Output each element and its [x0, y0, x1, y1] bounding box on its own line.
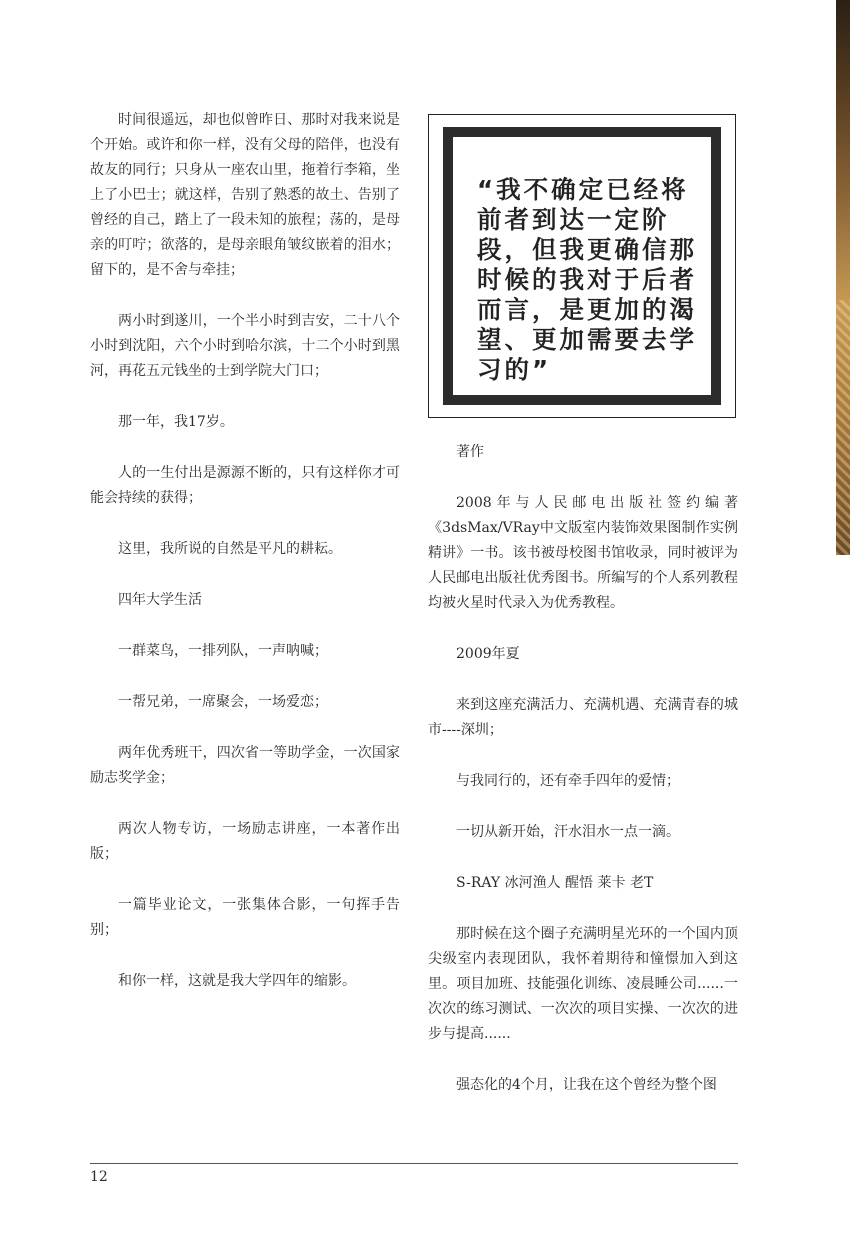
paragraph-rookies: 一群菜鸟，一排列队，一声呐喊；	[118, 643, 328, 659]
paragraph-graduation: 一篇毕业论文，一张集体合影，一句挥手告别；	[90, 897, 400, 938]
heading-university-life: 四年大学生活	[118, 592, 202, 608]
right-column	[428, 440, 738, 1098]
paragraph-departure: 时间很遥远，却也似曾昨日、那时对我来说是个开始。或许和你一样，没有父母的陪伴，也没有故友的同行；只身从一座农山里，拖着行李箱，坐上了小巴士；就这样，告别了熟悉的故土、告别了曾经的自己，踏上了一段未知的旅程；荡的，是母亲的叮咛；欲落的，是母亲眼角皱纹嵌着的泪水；留下的，是不舍与牵挂；	[90, 112, 400, 278]
paragraph-new-start: 一切从新开始，汗水泪水一点一滴。	[456, 824, 680, 840]
paragraph-effort: 人的一生付出是源源不断的，只有这样你才可能会持续的获得；	[90, 465, 400, 506]
decorative-lattice-pattern	[836, 300, 850, 555]
heading-team-names: S-RAY 冰河渔人 醒悟 莱卡 老T	[456, 875, 654, 891]
left-column	[90, 108, 400, 994]
paragraph-book: 2008年与人民邮电出版社签约编著《3dsMax/VRay中文版室内装饰效果图制作实例精讲》一书。该书被母校图书馆收录，同时被评为人民邮电出版社优秀图书。所编写的个人系列教程均被火星时代录入为优秀教程。	[428, 495, 738, 611]
paragraph-awards: 两年优秀班干，四次省一等助学金，一次国家励志奖学金；	[90, 745, 400, 786]
paragraph-team: 那时候在这个圈子充满明星光环的一个国内顶尖级室内表现团队，我怀着期待和憧憬加入到这里。项目加班、技能强化训练、凌晨睡公司......一次次的练习测试、一次次的项目实操、一次次的进步与提高......	[428, 926, 738, 1042]
heading-summer-2009: 2009年夏	[456, 646, 520, 662]
page-number: 12	[90, 1169, 108, 1185]
pull-quote-frame	[443, 127, 721, 405]
paragraph-journey: 两小时到遂川，一个半小时到吉安，二十八个小时到沈阳，六个小时到哈尔滨，十二个小时到黑河，再花五元钱坐的士到学院大门口；	[90, 313, 400, 379]
paragraph-interviews: 两次人物专访，一场励志讲座，一本著作出版；	[90, 821, 400, 862]
paragraph-age: 那一年，我17岁。	[118, 414, 234, 430]
paragraph-shenzhen: 来到这座充满活力、充满机遇、充满青春的城市----深圳；	[428, 697, 738, 738]
paragraph-summary: 和你一样，这就是我大学四年的缩影。	[118, 973, 356, 989]
footer-divider	[90, 1163, 738, 1164]
pull-quote-box	[428, 114, 736, 418]
paragraph-brothers: 一帮兄弟，一席聚会，一场爱恋；	[118, 694, 328, 710]
paragraph-four-months: 强态化的4个月，让我在这个曾经为整个图	[456, 1077, 717, 1093]
pull-quote-text: “我不确定已经将前者到达一定阶段，但我更确信那时候的我对于后者而言，是更加的渴望、更加需要去学习的”	[477, 175, 697, 384]
paragraph-love: 与我同行的，还有牵手四年的爱情；	[456, 773, 680, 789]
heading-works: 著作	[456, 444, 484, 460]
paragraph-cultivation: 这里，我所说的自然是平凡的耕耘。	[118, 541, 342, 557]
